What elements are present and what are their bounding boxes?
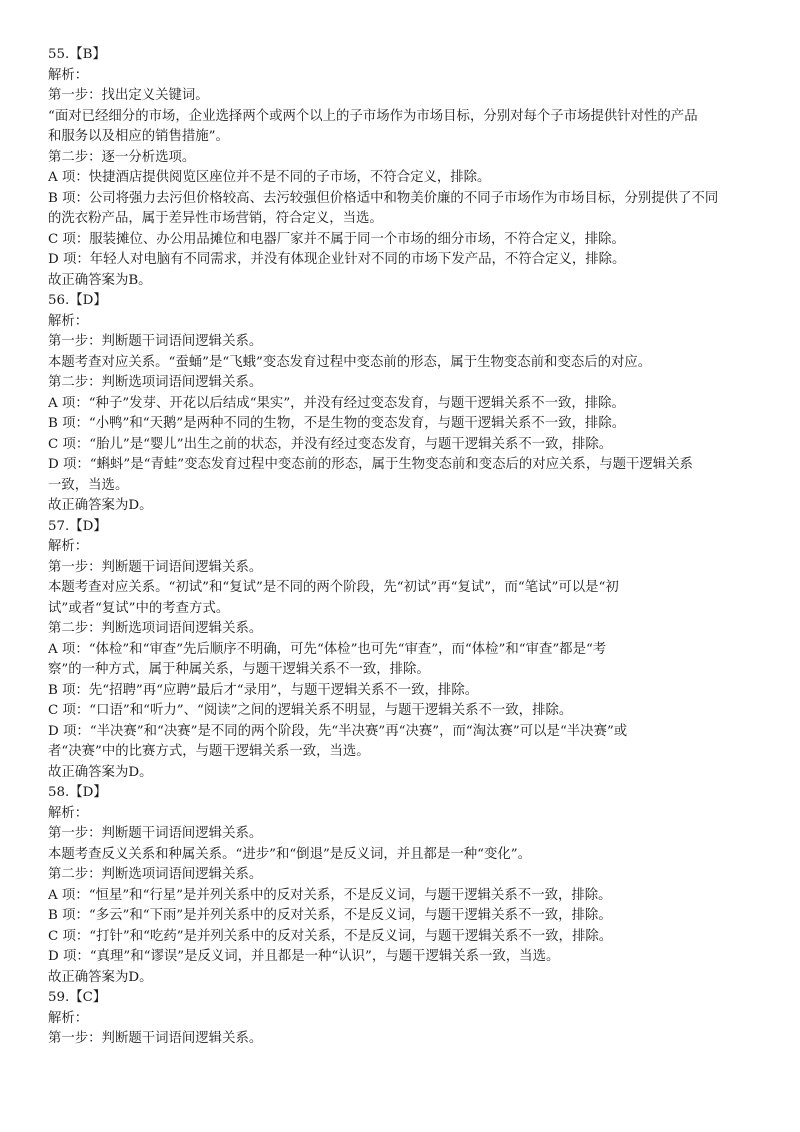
text-line: C 项：服装摊位、办公用品摊位和电器厂家并不属于同一个市场的细分市场，不符合定义，排除。 [48,231,625,247]
text-line: 者“决赛”中的比赛方式，与题干逻辑关系一致，当选。 [48,744,370,759]
text-line: 故正确答案为D。 [48,764,153,780]
text-line: 故正确答案为D。 [48,498,153,513]
text-line: 解析： [48,1010,89,1026]
text-line: 第一步：找出定义关键词。 [48,88,209,103]
text-line: 第一步：判断题干词语间逻辑关系。 [48,334,263,349]
text-line: 解析： [48,67,89,83]
text-line: A 项：“体检”和“审查”先后顺序不明确，可先“体检”也可先“审查”，而“体检”和“审查”都是“考 [48,641,607,657]
text-line: D 项：“蝌蚪”是“青蛙”变态发育过程中变态前的形态，属于生物变态前和变态后的对应关系，与题干逻辑关系 [48,457,693,472]
text-line: B 项：“多云”和“下雨”是并列关系中的反对关系，不是反义词，与题干逻辑关系不一致，排除。 [48,908,612,923]
text-line: C 项：“口语”和“听力”、“阅读”之间的逻辑关系不明显，与题干逻辑关系不一致，排除。 [48,703,573,718]
text-line: D 项：年轻人对电脑有不同需求，并没有体现企业针对不同的市场下发产品，不符合定义，排除。 [48,252,626,267]
question-answer-heading: 57.【D】 [48,518,107,534]
text-line: D 项：“半决赛”和“决赛”是不同的两个阶段，先“半决赛”再“决赛”，而“淘汰赛”可以是“半决赛”或 [48,723,628,739]
text-line: 第一步：判断题干词语间逻辑关系。 [48,1031,263,1046]
text-line: 故正确答案为D。 [48,969,153,985]
text-line: C 项：“胎儿”是“婴儿”出生之前的状态，并没有经过变态发育，与题干逻辑关系不一致，排除。 [48,436,613,452]
text-line: 第二步：判断选项词语间逻辑关系。 [48,867,263,882]
question-answer-heading: 55.【B】 [48,47,106,62]
question-answer-heading: 58.【D】 [48,785,107,800]
text-line: 第二步：判断选项词语间逻辑关系。 [48,621,263,636]
text-line: B 项：“小鸭”和“天鹅”是两种不同的生物，不是生物的变态发育，与题干逻辑关系不一致，排除。 [48,416,626,431]
text-line: 第一步：判断题干词语间逻辑关系。 [48,559,263,575]
text-line: A 项：“恒星”和“行星”是并列关系中的反对关系，不是反义词，与题干逻辑关系不一致，排除。 [48,887,612,903]
text-line: 察”的一种方式，属于种属关系，与题干逻辑关系不一致，排除。 [48,662,430,677]
text-line: 本题考查对应关系。“初试”和“复试”是不同的两个阶段，先“初试”再“复试”，而“笔试”可以是“初 [48,580,619,595]
text-line: 本题考查反义关系和种属关系。“进步”和“倒退”是反义词，并且都是一种“变化”。 [48,846,531,862]
text-line: 本题考查对应关系。“蚕蛹”是“飞蛾”变态发育过程中变态前的形态，属于生物变态前和变态后的对应。 [48,354,652,370]
text-line: 第二步：判断选项词语间逻辑关系。 [48,375,263,390]
text-line: A 项：快捷酒店提供阅览区座位并不是不同的子市场，不符合定义，排除。 [48,170,491,185]
text-line: “面对已经细分的市场，企业选择两个或两个以上的子市场作为市场目标，分别对每个子市场提供针对性的产品 [48,108,698,124]
question-answer-heading: 56.【D】 [48,293,107,308]
text-line: 的洗衣粉产品，属于差异性市场营销，符合定义，当选。 [48,211,383,226]
text-line: D 项：“真理”和“谬误”是反义词，并且都是一种“认识”，与题干逻辑关系一致，当选。 [48,949,560,964]
text-line: B 项：先“招聘”再“应聘”最后才“录用”，与题干逻辑关系不一致，排除。 [48,682,479,698]
text-line: 故正确答案为B。 [48,272,152,288]
text-line: 解析： [48,313,89,329]
text-line: A 项：“种子”发芽、开花以后结成“果实”，并没有经过变态发育，与题干逻辑关系不一致，排除。 [48,395,625,411]
text-line: B 项：公司将强力去污但价格较高、去污较强但价格适中和物美价廉的不同子市场作为市场目标，分别提供了不同 [48,190,719,206]
text-line: 试”或者“复试”中的考查方式。 [48,600,230,616]
text-line: 解析： [48,539,89,554]
question-answer-heading: 59.【C】 [48,990,107,1005]
text-line: 一致，当选。 [48,477,129,493]
text-line: 和服务以及相应的销售措施”。 [48,129,229,144]
text-line: 解析： [48,805,89,821]
text-line: C 项：“打针”和“吃药”是并列关系中的反对关系，不是反义词，与题干逻辑关系不一致，排除。 [48,928,613,944]
text-line: 第二步：逐一分析选项。 [48,149,196,165]
answer-explanation-document [48,45,760,1050]
text-line: 第一步：判断题干词语间逻辑关系。 [48,826,263,841]
